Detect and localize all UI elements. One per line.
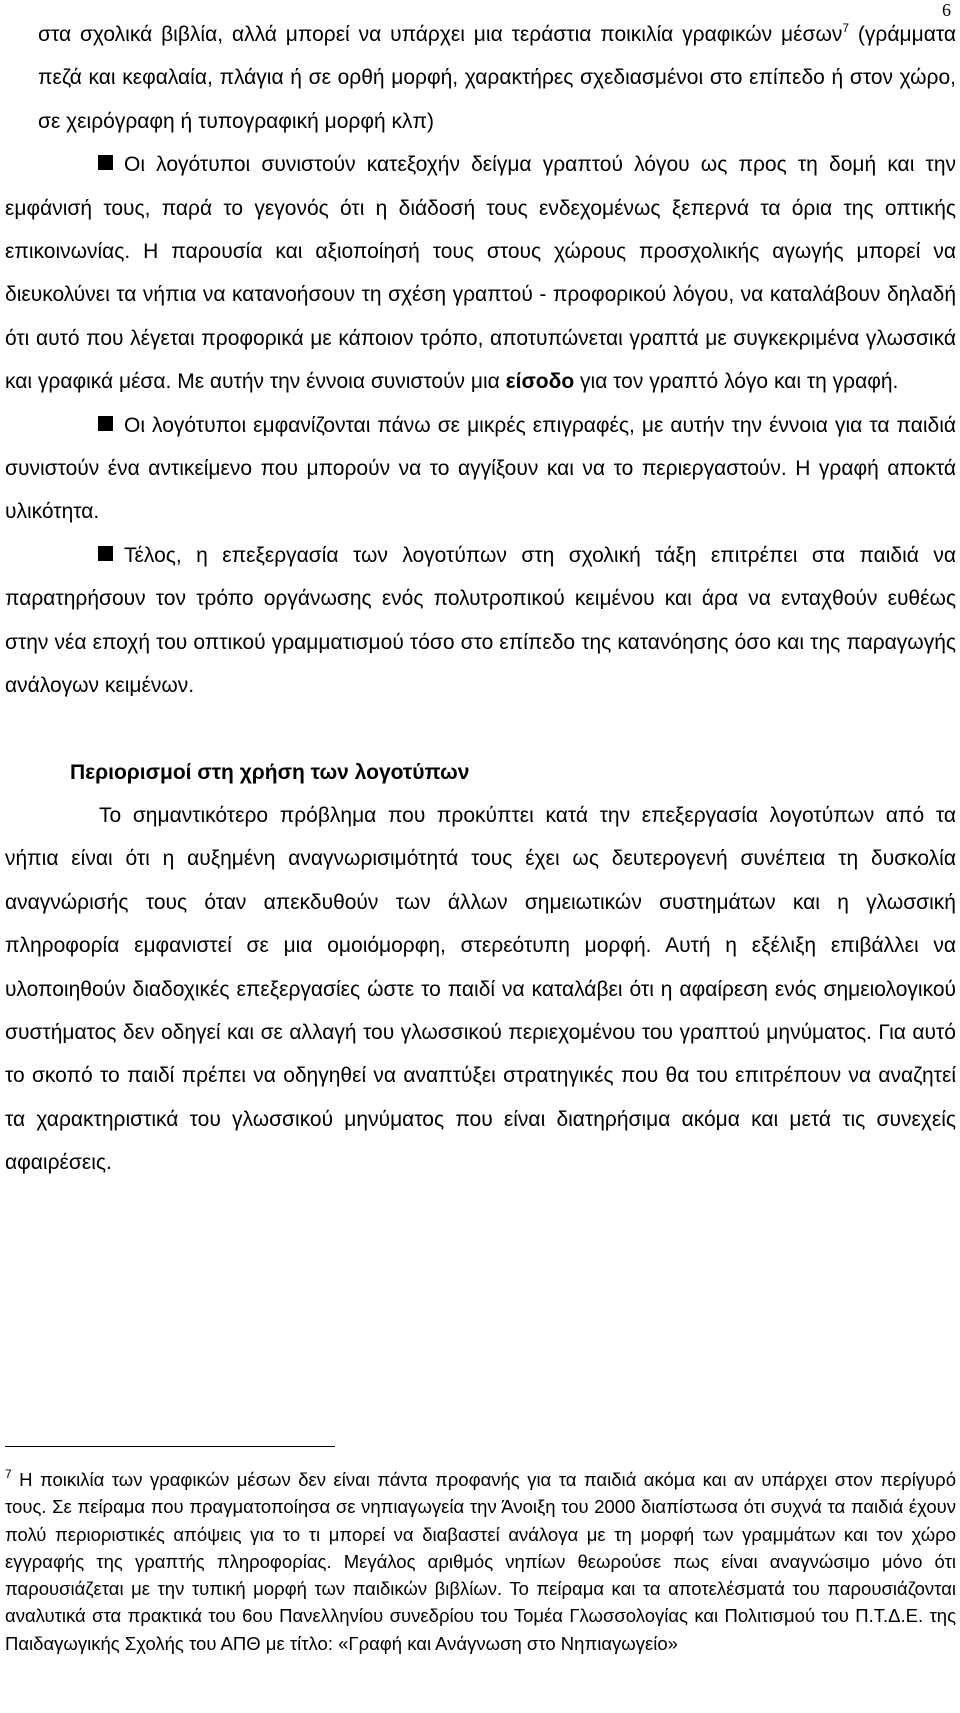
section-heading: Περιορισμοί στη χρήση των λογοτύπων [70,760,470,784]
footnote-divider [5,1446,335,1447]
paragraph-text: Οι λογότυποι εμφανίζονται πάνω σε μικρές επιγραφές, με αυτήν την έννοια για τα παιδιά συνιστούν ένα αντικείμενο που μπορούν να το αγγίξουν και να το περιεργαστούν. Η γραφή αποκτά υλικότητα. [5,413,956,524]
footnote-number: 7 [5,1467,12,1481]
paragraph-text: για τον γραπτό λόγο και τη γραφή. [574,370,899,394]
paragraph-continuation [38,13,956,143]
bullet-paragraph [5,143,956,403]
main-text [5,13,956,1185]
paragraph-text: Οι λογότυποι συνιστούν κατεξοχήν δείγμα γραπτού λόγου ως προς τη δομή και την εμφάνισή τους, παρά το γεγονός ότι η διάδοσή τους ενδεχομένως ξεπερνά τα όρια της οπτικής επικοινωνίας. Η παρουσία και αξιοποίησή τους στους χώρους προσχολικής αγωγής μπορεί να διευκολύνει τα νήπια να κατανοήσουν τη σχέση γραπτού - προφορικού λόγου, να καταλάβουν δηλαδή ότι αυτό που λέγεται προφορικά με κάποιον τρόπο, αποτυπώνεται γραπτά με συγκεκριμένα γλωσσικά και γραφικά μέσα. Με αυτήν την έννοια συνιστούν μια [5,153,956,394]
paragraph-text: (γράμματα πεζά και κεφαλαία, πλάγια ή σε ορθή μορφή, χαρακτήρες σχεδιασμένοι στο επίπεδο ή στον χώρο, σε χειρόγραφη ή τυπογραφική μορφή κλπ) [38,23,956,133]
square-bullet-icon [98,546,113,561]
footnote-text: Η ποικιλία των γραφικών μέσων δεν είναι πάντα προφανής για τα παιδιά ακόμα και αν υπάρχει στον περίγυρό τους. Σε πείραμα που πραγματοποίησα σε νηπιαγωγεία την Άνοιξη του 2000 διαπίστωσα ότι συχνά τα παιδιά έχουν πολύ περιοριστικές απόψεις για το τι μπορεί να διαβαστεί ανάλογα με τη μορφή των γραμμάτων και τον χώρο εγγραφής της γραπτής πληροφορίας. Μεγάλος αριθμός νηπίων θεωρούσε πως είναι αναγνώσιμο μόνο ότι παρουσιάζεται με την τυπική μορφή των παιδικών βιβλίων. Το πείραμα και τα αποτελέσματά του παρουσιάζονται αναλυτικά στα πρακτικά του 6ου Πανελληνίου συνεδρίου του Τομέα Γλωσσολογίας και Πολιτισμού του Π.Τ.Δ.Ε. της Παιδαγωγικής Σχολής του ΑΠΘ με τίτλο: «Γραφή και Ανάγνωση στο Νηπιαγωγείο» [5,1469,956,1654]
footnote-reference[interactable]: 7 [842,21,850,35]
section-paragraph: Το σημαντικότερο πρόβλημα που προκύπτει κατά την επεξεργασία λογοτύπων από τα νήπια είναι ότι η αυξημένη αναγνωρισιμότητά τους έχει ως δευτερογενή συνέπεια τη δυσκολία αναγνώρισής τους όταν απεκδυθούν των άλλων σημειωτικών συστημάτων και η γλωσσική πληροφορία εμφανιστεί σε μια ομοιόμορφη, στερεότυπη μορφή. Αυτή η εξέλιξη επιβάλλει να υλοποιηθούν διαδοχικές επεξεργασίες ώστε το παιδί να καταλάβει ότι η αφαίρεση ενός σημειολογικού συστήματος δεν οδηγεί και σε αλλαγή του γλωσσικού περιεχομένου του γραπτού μηνύματος. Για αυτό το σκοπό το παιδί πρέπει να οδηγηθεί να αναπτύξει στρατηγικές που θα του επιτρέπουν να αναζητεί τα χαρακτηριστικά του γλωσσικού μηνύματος που είναι διατηρήσιμα ακόμα και μετά τις συνεχείς αφαιρέσεις. [5,803,956,1175]
bullet-paragraph [5,534,956,708]
square-bullet-icon [98,155,113,170]
footnote [5,1466,956,1657]
page-number: 6 [942,0,951,20]
paragraph-text: Τέλος, η επεξεργασία των λογοτύπων στη σχολική τάξη επιτρέπει στα παιδιά να παρατηρήσουν τον τρόπο οργάνωσης ενός πολυτροπικού κειμένου και άρα να ενταχθούν ευθέως στην νέα εποχή του οπτικού γραμματισμού τόσο στο επίπεδο της κατανόησης όσο και της παραγωγής ανάλογων κειμένων. [5,543,956,698]
square-bullet-icon [98,416,113,431]
paragraph-text: στα σχολικά βιβλία, αλλά μπορεί να υπάρχει μια τεράστια ποικιλία γραφικών μέσων [38,23,843,46]
spacer [5,708,956,751]
bullet-paragraph [5,404,956,534]
bold-term: είσοδο [505,370,575,394]
